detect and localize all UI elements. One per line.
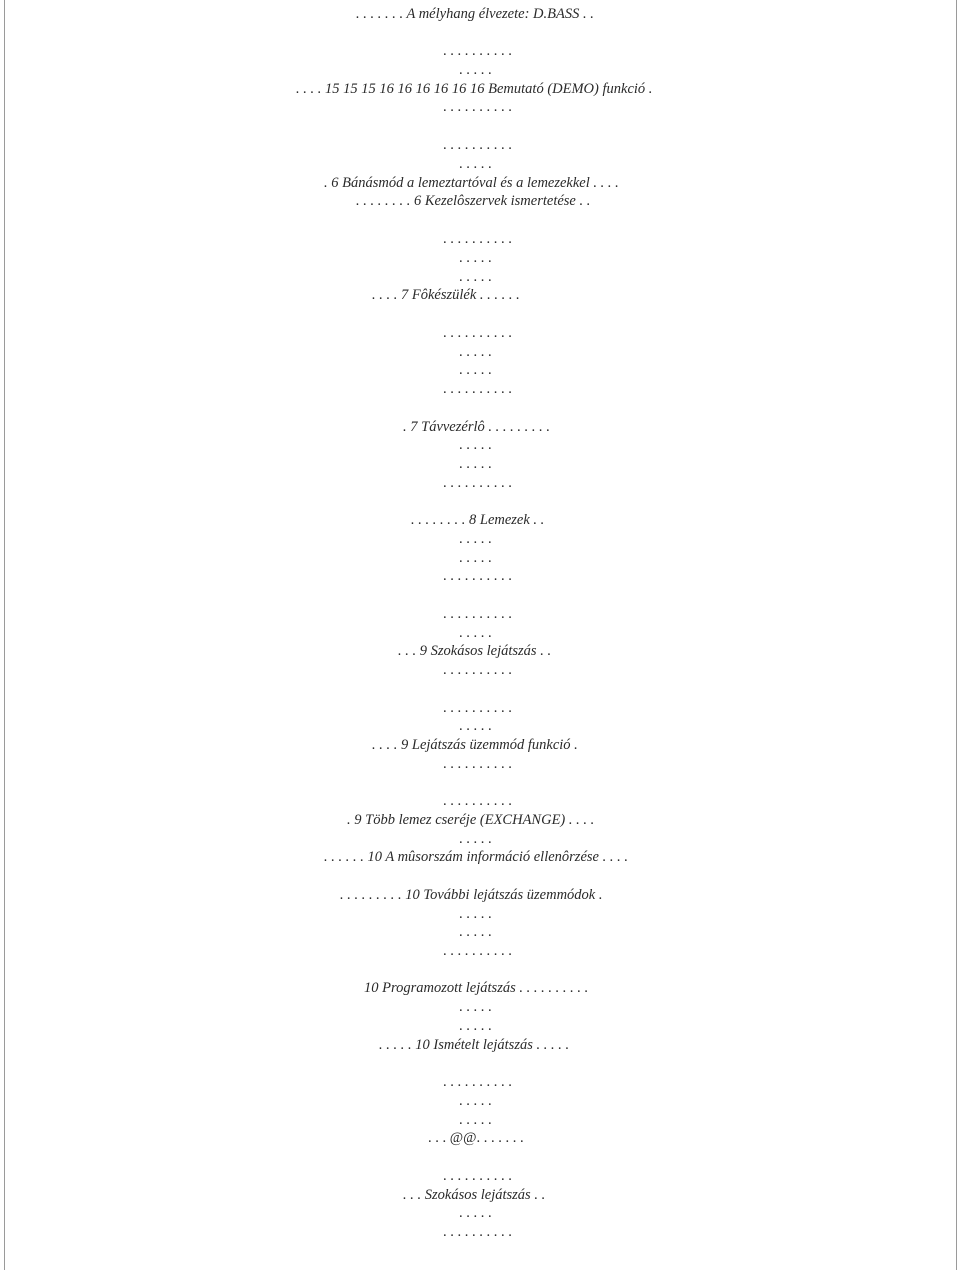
toc-entry-lemezek: . . . . . . . . 8 Lemezek . . <box>411 512 545 528</box>
toc-leader-dots: . . . . . . . . . . <box>443 43 512 59</box>
toc-leader-dots: . . . . . <box>459 250 492 266</box>
toc-entry-symbols: . . . @@. . . . . . . <box>428 1130 524 1146</box>
toc-entry-musorszam-informacio: . . . . . . 10 A mûsorszám információ ellenôrzése . . . . <box>324 849 628 865</box>
toc-leader-dots: . . . . . . . . . . <box>443 943 512 959</box>
toc-leader-dots: . . . . . <box>459 1093 492 1109</box>
toc-leader-dots: . . . . . <box>459 906 492 922</box>
toc-leader-dots: . . . . . <box>459 437 492 453</box>
toc-leader-dots: . . . . . . . . . . <box>443 700 512 716</box>
toc-entry-exchange: . 9 Több lemez cseréje (EXCHANGE) . . . . <box>347 812 595 828</box>
toc-leader-dots: . . . . . . . . . . <box>443 137 512 153</box>
toc-leader-dots: . . . . . . . . . . <box>443 793 512 809</box>
toc-leader-dots: . . . . . . . . . . <box>443 1168 512 1184</box>
toc-leader-dots: . . . . . . . . . . <box>443 1224 512 1240</box>
toc-leader-dots: . . . . . <box>459 344 492 360</box>
toc-leader-dots: . . . . . <box>459 718 492 734</box>
toc-leader-dots: . . . . . . . . . . <box>443 568 512 584</box>
toc-leader-dots: . . . . . <box>459 1018 492 1034</box>
toc-entry-programozott: 10 Programozott lejátszás . . . . . . . . . . <box>364 980 589 996</box>
toc-entry-tavvezerlo: . 7 Távvezérlô . . . . . . . . . <box>403 419 550 435</box>
toc-leader-dots: . . . . . <box>459 156 492 172</box>
toc-entry-demo: . . . . 15 15 15 16 16 16 16 16 16 Bemutató (DEMO) funkció . <box>296 81 653 97</box>
toc-leader-dots: . . . . . . . . . . <box>443 325 512 341</box>
toc-leader-dots: . . . . . <box>459 531 492 547</box>
toc-entry-ismetelt: . . . . . 10 Ismételt lejátszás . . . . . <box>379 1037 570 1053</box>
toc-leader-dots: . . . . . . . . . . <box>443 381 512 397</box>
toc-leader-dots: . . . . . <box>459 625 492 641</box>
toc-leader-dots: . . . . . <box>459 1112 492 1128</box>
toc-leader-dots: . . . . . <box>459 924 492 940</box>
toc-leader-dots: . . . . . . . . . . <box>443 662 512 678</box>
toc-entry-fokeszulek: . . . . 7 Fôkészülék . . . . . . <box>372 287 520 303</box>
toc-leader-dots: . . . . . . . . . . <box>443 756 512 772</box>
toc-entry-szokasos-lejatszas-2: . . . Szokásos lejátszás . . <box>403 1187 546 1203</box>
toc-leader-dots: . . . . . . . . . . <box>443 606 512 622</box>
toc-leader-dots: . . . . . . . . . . <box>443 99 512 115</box>
toc-leader-dots: . . . . . <box>459 550 492 566</box>
toc-entry-szokasos-lejatszas: . . . 9 Szokásos lejátszás . . <box>398 643 552 659</box>
toc-leader-dots: . . . . . <box>459 456 492 472</box>
toc-entry-lejatszas-uzemmod: . . . . 9 Lejátszás üzemmód funkció . <box>372 737 578 753</box>
toc-leader-dots: . . . . . <box>459 62 492 78</box>
toc-leader-dots: . . . . . . . . . . <box>443 475 512 491</box>
toc-leader-dots: . . . . . <box>459 269 492 285</box>
toc-leader-dots: . . . . . . . . . . <box>443 1074 512 1090</box>
toc-leader-dots: . . . . . <box>459 831 492 847</box>
toc-leader-dots: . . . . . <box>459 362 492 378</box>
toc-entry-tovabbi-uzemmodok: . . . . . . . . . 10 További lejátszás üzemmódok . <box>340 887 603 903</box>
toc-entry-mélyhang: . . . . . . . A mélyhang élvezete: D.BASS . . <box>356 6 594 22</box>
toc-entry-kezeloszervek: . . . . . . . . 6 Kezelôszervek ismertetése . . <box>356 193 591 209</box>
toc-entry-banasmod: . 6 Bánásmód a lemeztartóval és a lemezekkel . . . . <box>324 175 619 191</box>
toc-leader-dots: . . . . . . . . . . <box>443 231 512 247</box>
toc-leader-dots: . . . . . <box>459 1205 492 1221</box>
toc-leader-dots: . . . . . <box>459 999 492 1015</box>
